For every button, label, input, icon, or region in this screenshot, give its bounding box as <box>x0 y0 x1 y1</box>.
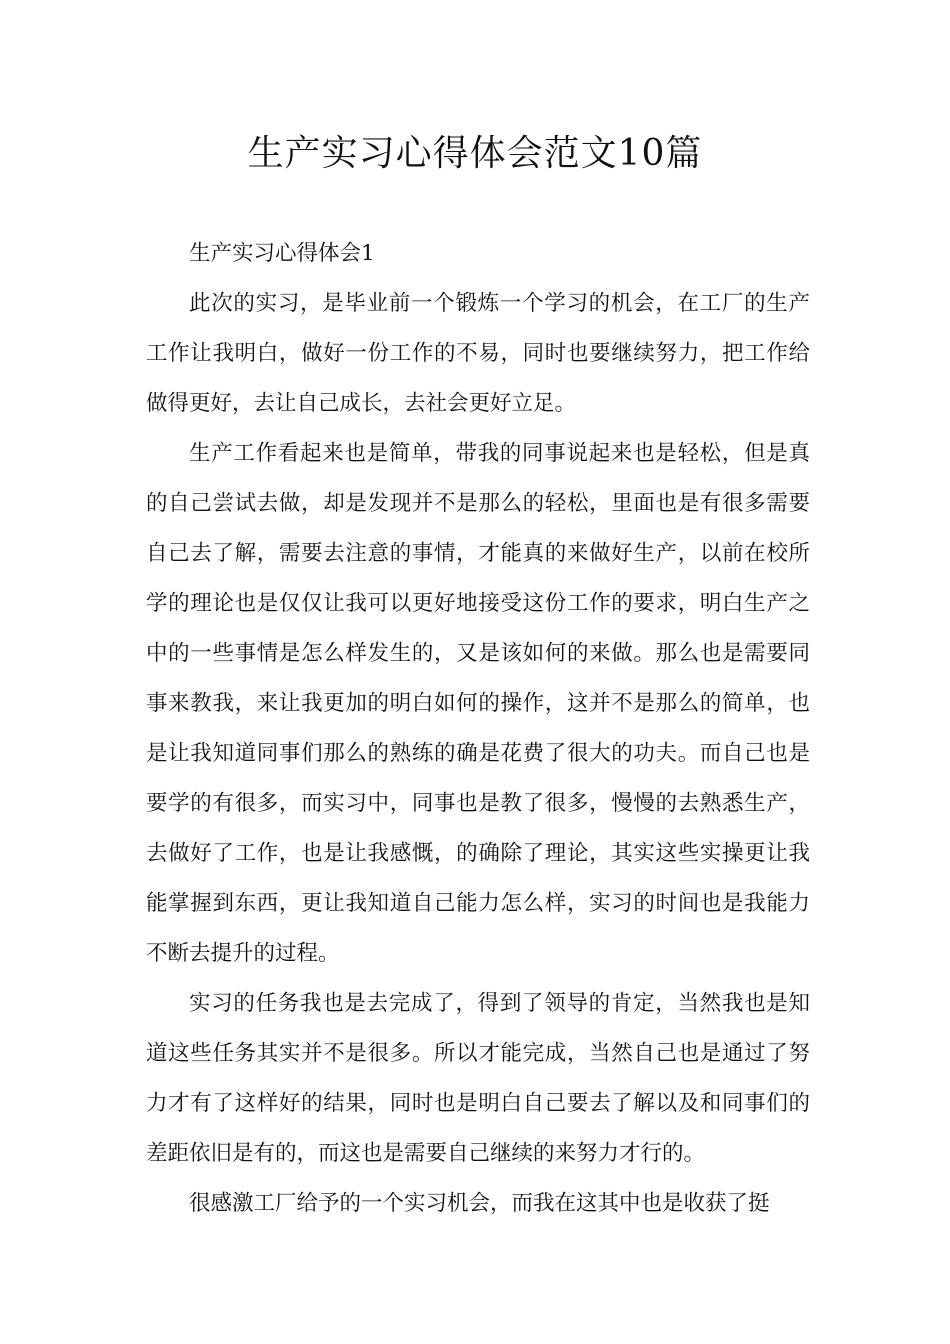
paragraph-1: 此次的实习，是毕业前一个锻炼一个学习的机会，在工厂的生产工作让我明白，做好一份工作的不易，同时也要继续努力，把工作给做得更好，去让自己成长，去社会更好立足。 <box>146 291 810 416</box>
document-title: 生产实习心得体会范文10篇 <box>247 133 703 174</box>
paragraph-3: 实习的任务我也是去完成了，得到了领导的肯定，当然我也是知道这些任务其实并不是很多。所以才能完成，当然自己也是通过了努力才有了这样好的结果，同时也是明白自己要去了解以及和同事们的差距依旧是有的，而这也是需要自己继续的来努力才行的。 <box>146 991 810 1166</box>
paragraph-2: 生产工作看起来也是简单，带我的同事说起来也是轻松，但是真的自己尝试去做，却是发现并不是那么的轻松，里面也是有很多需要自己去了解，需要去注意的事情，才能真的来做好生产，以前在校所学的理论也是仅仅让我可以更好地接受这份工作的要求，明白生产之中的一些事情是怎么样发生的，又是该如何的来做。那么也是需要同事来教我，来让我更加的明白如何的操作，这并不是那么的简单，也是让我知道同事们那么的熟练的确是花费了很大的功夫。而自己也是要学的有很多，而实习中，同事也是教了很多，慢慢的去熟悉生产，去做好了工作，也是让我感慨，的确除了理论，其实这些实操更让我能掌握到东西，更让我知道自己能力怎么样，实习的时间也是我能力不断去提升的过程。 <box>146 441 810 966</box>
document-body <box>146 229 810 1229</box>
paragraph-4: 很感激工厂给予的一个实习机会，而我在这其中也是收获了挺 <box>189 1191 770 1216</box>
section-heading: 生产实习心得体会1 <box>189 241 375 266</box>
